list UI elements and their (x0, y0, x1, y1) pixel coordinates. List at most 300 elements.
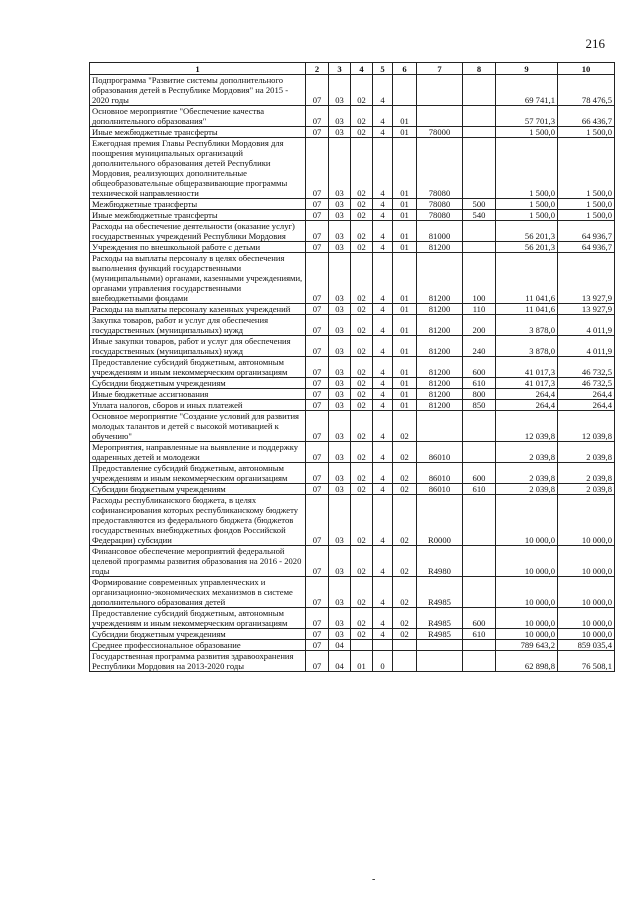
row-name-cell: Ежегодная премия Главы Республики Мордовия для поощрения муниципальных организаций дополнительного образования детей Республики Мордовия, реализующих дополнительные общеобразовательные общеразвивающие программы технической направленности (90, 138, 306, 199)
row-cell-c2: 07 (306, 315, 329, 336)
row-cell-c3: 03 (329, 463, 351, 484)
row-cell-c8 (463, 75, 496, 106)
column-header-5: 5 (373, 63, 393, 75)
row-cell-c3: 03 (329, 75, 351, 106)
row-cell-c9: 3 878,0 (496, 315, 558, 336)
row-cell-c9: 264,4 (496, 389, 558, 400)
row-cell-c2: 07 (306, 75, 329, 106)
row-cell-c9: 10 000,0 (496, 629, 558, 640)
row-cell-c4: 02 (351, 442, 373, 463)
table-row (90, 75, 615, 106)
row-cell-c2: 07 (306, 242, 329, 253)
row-name-cell: Среднее профессиональное образование (90, 640, 306, 651)
table-row (90, 106, 615, 127)
row-cell-c6 (393, 651, 417, 672)
row-cell-c8 (463, 138, 496, 199)
row-cell-c3: 03 (329, 221, 351, 242)
row-cell-c3: 03 (329, 336, 351, 357)
row-cell-c5: 4 (373, 221, 393, 242)
table-row (90, 463, 615, 484)
row-name-cell: Предоставление субсидий бюджетным, автономным учреждениям и иным некоммерческим организациям (90, 463, 306, 484)
row-cell-c5: 4 (373, 411, 393, 442)
row-cell-c8: 100 (463, 253, 496, 304)
row-cell-c6: 01 (393, 304, 417, 315)
row-cell-c6: 01 (393, 336, 417, 357)
row-cell-c9: 789 643,2 (496, 640, 558, 651)
row-cell-c2: 07 (306, 378, 329, 389)
row-cell-c4: 02 (351, 389, 373, 400)
row-cell-c4: 02 (351, 378, 373, 389)
row-cell-c7 (417, 75, 463, 106)
row-name-cell: Иные закупки товаров, работ и услуг для обеспечения государственных (муниципальных) нужд (90, 336, 306, 357)
row-cell-c10: 46 732,5 (558, 378, 615, 389)
row-cell-c8: 110 (463, 304, 496, 315)
row-cell-c10: 66 436,7 (558, 106, 615, 127)
row-cell-c6: 01 (393, 138, 417, 199)
row-cell-c9: 56 201,3 (496, 221, 558, 242)
row-cell-c2: 07 (306, 442, 329, 463)
column-header-6: 6 (393, 63, 417, 75)
row-cell-c2: 07 (306, 221, 329, 242)
row-cell-c7: 81000 (417, 221, 463, 242)
row-cell-c9: 1 500,0 (496, 210, 558, 221)
row-cell-c2: 07 (306, 106, 329, 127)
row-cell-c4: 02 (351, 577, 373, 608)
row-cell-c4: 02 (351, 608, 373, 629)
row-cell-c5: 4 (373, 336, 393, 357)
row-name-cell: Субсидии бюджетным учреждениям (90, 378, 306, 389)
row-cell-c8 (463, 577, 496, 608)
row-name-cell: Расходы на выплаты персоналу казенных учреждений (90, 304, 306, 315)
row-cell-c4: 02 (351, 138, 373, 199)
row-cell-c10: 78 476,5 (558, 75, 615, 106)
row-cell-c8: 610 (463, 378, 496, 389)
row-cell-c10: 10 000,0 (558, 546, 615, 577)
row-cell-c2: 07 (306, 357, 329, 378)
row-cell-c7 (417, 640, 463, 651)
row-cell-c8: 610 (463, 629, 496, 640)
row-cell-c10: 264,4 (558, 389, 615, 400)
row-cell-c9: 11 041,6 (496, 304, 558, 315)
row-cell-c10: 12 039,8 (558, 411, 615, 442)
table-row (90, 378, 615, 389)
row-cell-c6: 02 (393, 546, 417, 577)
row-cell-c2: 07 (306, 199, 329, 210)
row-name-cell: Иные межбюджетные трансферты (90, 210, 306, 221)
row-cell-c3: 03 (329, 242, 351, 253)
row-cell-c2: 07 (306, 629, 329, 640)
row-cell-c10: 1 500,0 (558, 210, 615, 221)
row-cell-c3: 03 (329, 629, 351, 640)
row-cell-c4: 02 (351, 199, 373, 210)
row-cell-c7: 81200 (417, 400, 463, 411)
row-cell-c10: 10 000,0 (558, 577, 615, 608)
row-cell-c5: 4 (373, 106, 393, 127)
row-cell-c5: 4 (373, 242, 393, 253)
row-cell-c9: 10 000,0 (496, 546, 558, 577)
row-cell-c5: 4 (373, 608, 393, 629)
row-cell-c6: 01 (393, 378, 417, 389)
header-row (90, 63, 615, 75)
row-cell-c4: 02 (351, 304, 373, 315)
table-row (90, 484, 615, 495)
row-cell-c8 (463, 495, 496, 546)
row-cell-c3: 03 (329, 138, 351, 199)
row-cell-c2: 07 (306, 304, 329, 315)
row-cell-c10: 4 011,9 (558, 336, 615, 357)
row-cell-c5: 4 (373, 357, 393, 378)
row-cell-c2: 07 (306, 127, 329, 138)
row-cell-c2: 07 (306, 138, 329, 199)
row-cell-c5: 4 (373, 304, 393, 315)
row-cell-c9: 69 741,1 (496, 75, 558, 106)
row-cell-c10: 2 039,8 (558, 463, 615, 484)
row-cell-c2: 07 (306, 411, 329, 442)
row-cell-c5: 4 (373, 442, 393, 463)
row-cell-c6 (393, 75, 417, 106)
footer-mark: - (372, 874, 376, 885)
row-cell-c8: 600 (463, 357, 496, 378)
row-cell-c4: 02 (351, 495, 373, 546)
row-cell-c6: 02 (393, 442, 417, 463)
table-row (90, 608, 615, 629)
row-cell-c4: 02 (351, 546, 373, 577)
row-cell-c8: 610 (463, 484, 496, 495)
row-cell-c4: 02 (351, 75, 373, 106)
row-cell-c7 (417, 651, 463, 672)
row-cell-c10: 1 500,0 (558, 127, 615, 138)
column-header-1: 1 (90, 63, 306, 75)
row-cell-c9: 41 017,3 (496, 357, 558, 378)
row-cell-c2: 07 (306, 546, 329, 577)
row-cell-c10: 64 936,7 (558, 242, 615, 253)
row-cell-c4: 02 (351, 221, 373, 242)
row-cell-c2: 07 (306, 484, 329, 495)
row-cell-c8 (463, 242, 496, 253)
row-cell-c7: 86010 (417, 463, 463, 484)
row-cell-c5: 4 (373, 127, 393, 138)
row-cell-c5: 4 (373, 315, 393, 336)
row-cell-c6: 01 (393, 357, 417, 378)
row-cell-c6: 02 (393, 608, 417, 629)
row-cell-c2: 07 (306, 608, 329, 629)
row-name-cell: Предоставление субсидий бюджетным, автономным учреждениям и иным некоммерческим организациям (90, 357, 306, 378)
row-name-cell: Основное мероприятие "Создание условий для развития молодых талантов и детей с высокой мотивацией к обучению" (90, 411, 306, 442)
table-row (90, 495, 615, 546)
row-cell-c3: 03 (329, 400, 351, 411)
row-cell-c2: 07 (306, 210, 329, 221)
table-body (90, 75, 615, 672)
row-cell-c8: 500 (463, 199, 496, 210)
row-name-cell: Государственная программа развития здравоохранения Республики Мордовия на 2013-2020 годы (90, 651, 306, 672)
table-row (90, 253, 615, 304)
row-cell-c3: 04 (329, 651, 351, 672)
row-cell-c4: 02 (351, 106, 373, 127)
row-cell-c9: 2 039,8 (496, 463, 558, 484)
table-row (90, 221, 615, 242)
row-cell-c8: 540 (463, 210, 496, 221)
row-cell-c6: 01 (393, 106, 417, 127)
row-cell-c7: 81200 (417, 315, 463, 336)
row-cell-c10: 2 039,8 (558, 442, 615, 463)
row-cell-c7: 78080 (417, 210, 463, 221)
row-cell-c5: 4 (373, 484, 393, 495)
row-cell-c8 (463, 127, 496, 138)
row-cell-c2: 07 (306, 336, 329, 357)
row-cell-c7: R0000 (417, 495, 463, 546)
row-cell-c4: 02 (351, 127, 373, 138)
row-name-cell: Расходы на выплаты персоналу в целях обеспечения выполнения функций государственными (муниципальными) органами, казенными учреждениями, органами управления государственными внебюджетными фондами (90, 253, 306, 304)
row-cell-c8: 240 (463, 336, 496, 357)
column-header-10: 10 (558, 63, 615, 75)
table-row (90, 629, 615, 640)
row-cell-c6: 01 (393, 400, 417, 411)
column-header-4: 4 (351, 63, 373, 75)
row-cell-c5: 4 (373, 629, 393, 640)
row-name-cell: Субсидии бюджетным учреждениям (90, 629, 306, 640)
table-row (90, 315, 615, 336)
row-cell-c3: 03 (329, 357, 351, 378)
row-cell-c5: 4 (373, 75, 393, 106)
row-cell-c4: 02 (351, 629, 373, 640)
row-name-cell: Подпрограмма "Развитие системы дополнительного образования детей в Республике Мордовия" на 2015 - 2020 годы (90, 75, 306, 106)
row-cell-c7: R4985 (417, 608, 463, 629)
row-cell-c10: 1 500,0 (558, 138, 615, 199)
row-name-cell: Формирование современных управленческих и организационно-экономических механизмов в системе дополнительного образования детей (90, 577, 306, 608)
row-cell-c8 (463, 442, 496, 463)
row-cell-c8 (463, 221, 496, 242)
row-cell-c3: 03 (329, 253, 351, 304)
row-cell-c10: 4 011,9 (558, 315, 615, 336)
row-cell-c4: 02 (351, 210, 373, 221)
row-cell-c9: 57 701,3 (496, 106, 558, 127)
row-cell-c5 (373, 640, 393, 651)
row-cell-c7: R4985 (417, 577, 463, 608)
row-cell-c10: 13 927,9 (558, 304, 615, 315)
row-cell-c4: 02 (351, 357, 373, 378)
row-cell-c6: 02 (393, 484, 417, 495)
row-cell-c2: 07 (306, 400, 329, 411)
table-row (90, 389, 615, 400)
row-name-cell: Иные межбюджетные трансферты (90, 127, 306, 138)
row-cell-c3: 03 (329, 106, 351, 127)
row-cell-c5: 4 (373, 546, 393, 577)
row-cell-c6 (393, 640, 417, 651)
row-cell-c7: 81200 (417, 242, 463, 253)
table-row (90, 199, 615, 210)
row-cell-c6: 01 (393, 389, 417, 400)
table-row (90, 304, 615, 315)
row-name-cell: Расходы республиканского бюджета, в целях софинансирования которых республиканскому бюджету предоставляются из федерального бюджета (бюджетов государственных внебюджетных фондов Российской Федерации) субсидии (90, 495, 306, 546)
row-name-cell: Уплата налогов, сборов и иных платежей (90, 400, 306, 411)
row-cell-c10: 10 000,0 (558, 608, 615, 629)
row-cell-c4: 02 (351, 411, 373, 442)
row-cell-c5: 4 (373, 463, 393, 484)
row-cell-c3: 03 (329, 315, 351, 336)
row-cell-c5: 4 (373, 389, 393, 400)
row-cell-c9: 264,4 (496, 400, 558, 411)
table-row (90, 546, 615, 577)
column-header-2: 2 (306, 63, 329, 75)
table-row (90, 442, 615, 463)
row-cell-c9: 2 039,8 (496, 484, 558, 495)
table-row (90, 210, 615, 221)
row-cell-c9: 10 000,0 (496, 577, 558, 608)
row-cell-c5: 4 (373, 253, 393, 304)
row-cell-c10: 2 039,8 (558, 484, 615, 495)
row-cell-c6: 01 (393, 210, 417, 221)
row-cell-c7: 78080 (417, 138, 463, 199)
table-row (90, 127, 615, 138)
table-header (90, 63, 615, 75)
row-name-cell: Субсидии бюджетным учреждениям (90, 484, 306, 495)
row-cell-c9: 12 039,8 (496, 411, 558, 442)
row-cell-c3: 03 (329, 389, 351, 400)
row-cell-c9: 3 878,0 (496, 336, 558, 357)
row-cell-c4: 02 (351, 253, 373, 304)
row-cell-c2: 07 (306, 640, 329, 651)
column-header-7: 7 (417, 63, 463, 75)
row-cell-c5: 4 (373, 138, 393, 199)
row-cell-c4: 02 (351, 336, 373, 357)
row-cell-c10: 76 508,1 (558, 651, 615, 672)
row-cell-c6: 01 (393, 127, 417, 138)
row-cell-c7: R4980 (417, 546, 463, 577)
row-cell-c6: 02 (393, 411, 417, 442)
row-cell-c7: 81200 (417, 253, 463, 304)
row-name-cell: Иные бюджетные ассигнования (90, 389, 306, 400)
row-cell-c3: 03 (329, 127, 351, 138)
column-header-8: 8 (463, 63, 496, 75)
row-cell-c8 (463, 640, 496, 651)
column-header-9: 9 (496, 63, 558, 75)
column-header-3: 3 (329, 63, 351, 75)
table-row (90, 400, 615, 411)
row-cell-c3: 03 (329, 411, 351, 442)
row-cell-c3: 03 (329, 199, 351, 210)
row-cell-c2: 07 (306, 651, 329, 672)
page-number: 216 (585, 36, 605, 51)
row-cell-c9: 56 201,3 (496, 242, 558, 253)
row-cell-c7: 81200 (417, 378, 463, 389)
row-cell-c9: 10 000,0 (496, 495, 558, 546)
table-row (90, 577, 615, 608)
budget-table (89, 62, 615, 672)
row-cell-c6: 01 (393, 221, 417, 242)
row-cell-c3: 03 (329, 484, 351, 495)
row-cell-c3: 03 (329, 378, 351, 389)
row-cell-c7: R4985 (417, 629, 463, 640)
row-cell-c3: 03 (329, 495, 351, 546)
table-row (90, 357, 615, 378)
row-cell-c7: 81200 (417, 304, 463, 315)
row-name-cell: Межбюджетные трансферты (90, 199, 306, 210)
row-cell-c7: 78000 (417, 127, 463, 138)
row-cell-c6: 01 (393, 242, 417, 253)
row-cell-c3: 03 (329, 546, 351, 577)
row-cell-c4: 01 (351, 651, 373, 672)
row-cell-c3: 03 (329, 210, 351, 221)
table-row (90, 336, 615, 357)
row-cell-c4: 02 (351, 463, 373, 484)
row-cell-c6: 02 (393, 629, 417, 640)
row-cell-c4: 02 (351, 400, 373, 411)
row-cell-c3: 04 (329, 640, 351, 651)
row-cell-c10: 1 500,0 (558, 199, 615, 210)
row-cell-c7 (417, 106, 463, 127)
row-name-cell: Учреждения по внешкольной работе с детьми (90, 242, 306, 253)
table-row (90, 138, 615, 199)
row-cell-c9: 11 041,6 (496, 253, 558, 304)
row-cell-c8 (463, 546, 496, 577)
row-cell-c7: 86010 (417, 484, 463, 495)
row-cell-c3: 03 (329, 608, 351, 629)
row-cell-c4 (351, 640, 373, 651)
row-cell-c9: 1 500,0 (496, 199, 558, 210)
row-cell-c4: 02 (351, 484, 373, 495)
row-cell-c3: 03 (329, 577, 351, 608)
row-cell-c2: 07 (306, 577, 329, 608)
row-name-cell: Основное мероприятие "Обеспечение качества дополнительного образования" (90, 106, 306, 127)
row-cell-c4: 02 (351, 315, 373, 336)
row-name-cell: Финансовое обеспечение мероприятий федеральной целевой программы развития образования на 2016 - 2020 годы (90, 546, 306, 577)
row-cell-c8: 850 (463, 400, 496, 411)
row-cell-c6: 01 (393, 315, 417, 336)
row-cell-c7: 81200 (417, 389, 463, 400)
row-cell-c5: 4 (373, 199, 393, 210)
row-cell-c10: 13 927,9 (558, 253, 615, 304)
row-cell-c6: 01 (393, 199, 417, 210)
row-cell-c7 (417, 411, 463, 442)
row-cell-c10: 859 035,4 (558, 640, 615, 651)
row-name-cell: Мероприятия, направленные на выявление и поддержку одаренных детей и молодежи (90, 442, 306, 463)
row-cell-c8 (463, 106, 496, 127)
table-row (90, 411, 615, 442)
row-cell-c10: 264,4 (558, 400, 615, 411)
row-cell-c10: 46 732,5 (558, 357, 615, 378)
row-cell-c8 (463, 411, 496, 442)
row-name-cell: Предоставление субсидий бюджетным, автономным учреждениям и иным некоммерческим организациям (90, 608, 306, 629)
row-cell-c5: 4 (373, 378, 393, 389)
table-row (90, 651, 615, 672)
row-cell-c8: 200 (463, 315, 496, 336)
row-cell-c3: 03 (329, 442, 351, 463)
row-cell-c8: 600 (463, 608, 496, 629)
row-cell-c3: 03 (329, 304, 351, 315)
row-name-cell: Расходы на обеспечение деятельности (оказание услуг) государственных учреждений Республики Мордовия (90, 221, 306, 242)
row-cell-c9: 62 898,8 (496, 651, 558, 672)
row-cell-c6: 02 (393, 577, 417, 608)
row-cell-c8 (463, 651, 496, 672)
table-row (90, 242, 615, 253)
row-cell-c2: 07 (306, 253, 329, 304)
row-cell-c2: 07 (306, 495, 329, 546)
row-cell-c6: 02 (393, 463, 417, 484)
row-cell-c5: 4 (373, 577, 393, 608)
row-cell-c7: 81200 (417, 336, 463, 357)
row-cell-c9: 2 039,8 (496, 442, 558, 463)
row-name-cell: Закупка товаров, работ и услуг для обеспечения государственных (муниципальных) нужд (90, 315, 306, 336)
row-cell-c6: 02 (393, 495, 417, 546)
row-cell-c5: 4 (373, 400, 393, 411)
row-cell-c9: 1 500,0 (496, 127, 558, 138)
row-cell-c6: 01 (393, 253, 417, 304)
row-cell-c9: 1 500,0 (496, 138, 558, 199)
row-cell-c5: 0 (373, 651, 393, 672)
row-cell-c9: 10 000,0 (496, 608, 558, 629)
table-row (90, 640, 615, 651)
row-cell-c7: 78080 (417, 199, 463, 210)
